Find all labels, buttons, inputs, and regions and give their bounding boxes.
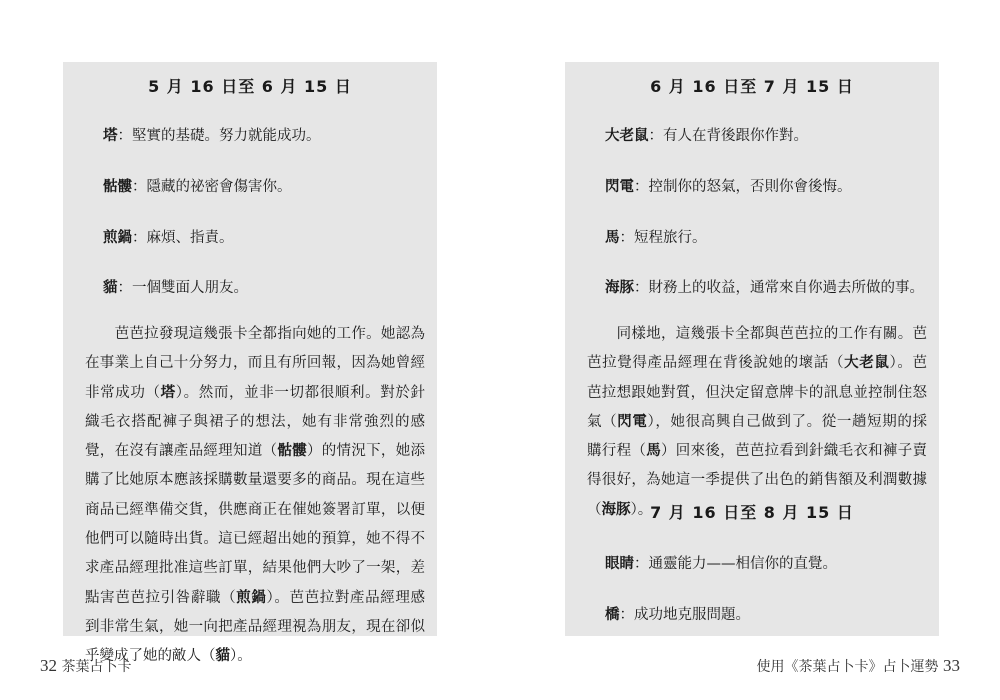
- entry-separator: ：: [634, 280, 649, 296]
- entry-meaning: 麻煩、指責。: [146, 230, 234, 246]
- para-keyword: 貓: [215, 648, 230, 665]
- entry-separator: ：: [117, 280, 132, 296]
- page-number: 33: [943, 656, 960, 675]
- para-keyword: 煎鍋: [236, 589, 267, 606]
- entry-meaning: 堅實的基礎。努力就能成功。: [132, 128, 321, 144]
- entry-term: 閃電: [605, 179, 634, 195]
- para-keyword: 大老鼠: [844, 355, 890, 372]
- left-page-footer: [40, 656, 131, 676]
- entry-separator: ：: [619, 607, 634, 623]
- entry-term: 塔: [103, 128, 118, 144]
- para-text: ）。: [230, 648, 252, 665]
- entry-separator: ：: [117, 128, 132, 144]
- left-page-panel: [63, 62, 437, 665]
- right-entry-dolphin: [605, 276, 924, 297]
- entry-separator: ：: [619, 230, 634, 246]
- left-date-heading: 5 月 16 日至 6 月 15 日: [148, 77, 352, 96]
- entry-separator: ：: [634, 179, 649, 195]
- right-story-paragraph: [587, 320, 927, 525]
- left-entry-cat: [103, 276, 417, 297]
- para-text: ）。芭芭拉想跟她對質，但決定留意牌卡的訊息並控制住怒氣（: [587, 355, 927, 430]
- left-story-paragraph: [85, 320, 425, 672]
- entry-meaning: 一個雙面人朋友。: [132, 280, 248, 296]
- para-text: ）。芭芭拉對產品經理感到非常生氣，她一向把產品經理視為朋友，現在卻似乎變成了她的敵人（: [85, 589, 425, 665]
- para-keyword: 閃電: [617, 413, 648, 430]
- left-entry-tower: [103, 124, 417, 145]
- right-page-footer: [757, 656, 960, 676]
- para-keyword: 馬: [646, 443, 661, 460]
- entry-meaning: 成功地克服問題。: [634, 607, 750, 623]
- entry-meaning: 隱藏的祕密會傷害你。: [146, 179, 292, 195]
- para-text: ），她很高興自己做到了。從一趟短期的採購行程（: [587, 413, 927, 460]
- entry-meaning: 有人在背後跟你作對。: [663, 128, 808, 144]
- entry-separator: ：: [132, 230, 147, 246]
- right-page-panel: [565, 62, 939, 636]
- left-entry-pan: [103, 226, 417, 247]
- para-text: ）。然而，並非一切都很順利。對於針織毛衣搭配褲子與裙子的想法，她有非常強烈的感覺，在沒有讓產品經理知道（: [85, 384, 425, 460]
- para-keyword: 骷髏: [277, 443, 307, 460]
- entry-term: 貓: [103, 280, 118, 296]
- right-entry-bridge: [605, 603, 919, 624]
- para-text: ）回來後，芭芭拉看到針織毛衣和褲子賣得很好，為她這一季提供了出色的銷售額及利潤數據（: [587, 443, 928, 518]
- para-keyword: 海豚: [601, 501, 631, 518]
- right-entry-rat: [605, 124, 919, 145]
- entry-term: 眼睛: [605, 556, 634, 572]
- running-title: 使用《茶葉占卜卡》占卜運勢: [756, 659, 939, 675]
- para-keyword: 塔: [160, 384, 176, 401]
- entry-term: 馬: [605, 230, 620, 246]
- entry-separator: ：: [648, 128, 663, 144]
- para-text: 同樣地，這幾張卡全都與芭芭拉的工作有關。芭芭拉覺得產品經理在背後說她的壞話（: [587, 326, 927, 372]
- entry-term: 煎鍋: [103, 230, 132, 246]
- para-text: 芭芭拉發現這幾張卡全都指向她的工作。她認為在事業上自己十分努力，而且有所回報，因為她曾經非常成功（: [85, 326, 425, 401]
- entry-term: 大老鼠: [605, 128, 649, 144]
- entry-term: 橋: [605, 607, 620, 623]
- right-entry-eye: [605, 552, 919, 573]
- left-entry-skull: [103, 175, 417, 196]
- entry-term: 骷髏: [103, 179, 132, 195]
- right-date-heading-2: 7 月 16 日至 8 月 15 日: [650, 503, 854, 522]
- entry-meaning: 控制你的怒氣，否則你會後悔。: [648, 179, 852, 195]
- entry-separator: ：: [634, 556, 649, 572]
- entry-term: 海豚: [605, 280, 634, 296]
- entry-separator: ：: [132, 179, 147, 195]
- right-entry-horse: [605, 226, 919, 247]
- para-text: ）。: [630, 501, 653, 518]
- running-title: 茶葉占卜卡: [61, 659, 132, 675]
- entry-meaning: 財務上的收益，通常來自你過去所做的事。: [648, 280, 924, 296]
- para-text: ）的情況下，她添購了比她原本應該採購數量還要多的商品。現在這些商品已經準備交貨，供應商正在催她簽署訂單，以便他們可以隨時出貨。這已經超出她的預算，她不得不求產品經理批准這些訂單，結果他們大吵了一架，差點害芭芭拉引咎辭職（: [85, 443, 426, 606]
- right-date-heading: 6 月 16 日至 7 月 15 日: [650, 77, 854, 96]
- entry-meaning: 通靈能力——相信你的直覺。: [648, 556, 837, 572]
- page-number: 32: [40, 656, 57, 675]
- right-entry-lightning: [605, 175, 919, 196]
- entry-meaning: 短程旅行。: [634, 230, 707, 246]
